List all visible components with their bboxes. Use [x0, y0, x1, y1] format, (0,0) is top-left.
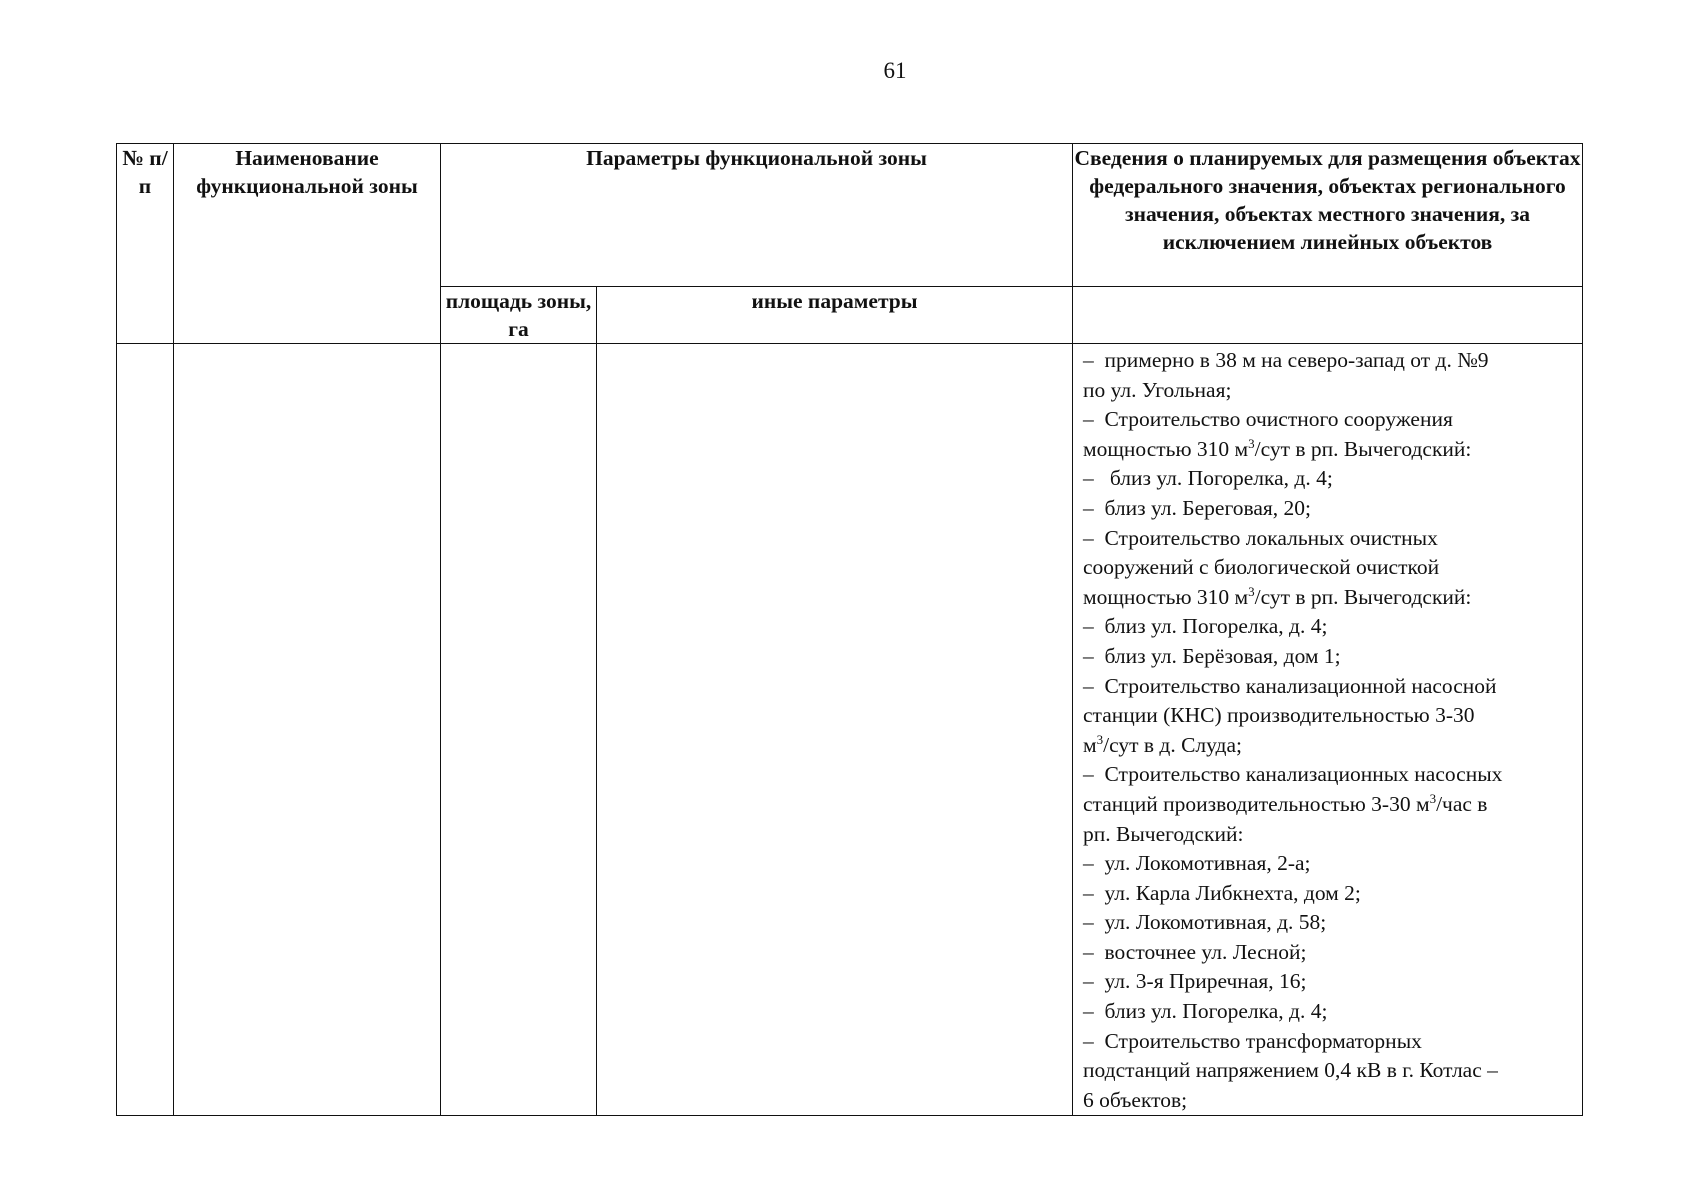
- info-line: – ул. Локомотивная, д. 58;: [1083, 910, 1327, 935]
- info-line-text: мощностью 310 м: [1083, 436, 1249, 461]
- superscript: 3: [1429, 790, 1437, 806]
- cell-zone-name: [174, 344, 441, 1116]
- info-line: рп. Вычегодский:: [1083, 821, 1244, 846]
- info-line-text: /час в: [1436, 791, 1488, 816]
- info-line: – близ ул. Погорелка, д. 4;: [1083, 999, 1328, 1024]
- zones-table: [116, 143, 1583, 1116]
- cell-num: [117, 344, 174, 1116]
- info-line: – примерно в 38 м на северо-запад от д. №9: [1083, 348, 1489, 372]
- cell-zone-area: [441, 344, 597, 1116]
- cell-other-params: [597, 344, 1073, 1116]
- superscript: 3: [1248, 583, 1255, 599]
- info-line-text: /сут в рп. Вычегодский:: [1254, 436, 1472, 461]
- info-line: – ул. 3-я Приречная, 16;: [1083, 969, 1307, 994]
- info-line: [1083, 790, 1576, 820]
- planned-objects-text: [1073, 344, 1582, 1115]
- info-line-text: мощностью 310 м: [1083, 584, 1249, 609]
- header-num: № п/п: [117, 144, 174, 344]
- info-line: подстанций напряжением 0,4 кВ в г. Котлас –: [1083, 1058, 1498, 1083]
- info-line: [1083, 435, 1576, 465]
- table-row: [117, 344, 1583, 1116]
- header-other-params: иные параметры: [597, 287, 1073, 344]
- info-line: – Строительство локальных очистных: [1083, 525, 1438, 550]
- info-line: станции (КНС) производительностью 3-30: [1083, 703, 1475, 728]
- info-line: – восточнее ул. Лесной;: [1083, 939, 1307, 964]
- info-line: – Строительство канализационных насосных: [1083, 762, 1503, 787]
- info-line: 6 объектов;: [1083, 1087, 1188, 1112]
- info-line: – Строительство очистного сооружения: [1083, 407, 1453, 432]
- info-line: – близ ул. Береговая, 20;: [1083, 495, 1312, 520]
- superscript: 3: [1096, 731, 1104, 747]
- info-line: [1083, 583, 1576, 613]
- cell-planned-objects: [1073, 344, 1583, 1116]
- header-zone-params: Параметры функциональной зоны: [441, 144, 1073, 287]
- info-line: – близ ул. Погорелка, д. 4;: [1083, 614, 1328, 639]
- info-line: – ул. Карла Либкнехта, дом 2;: [1083, 880, 1361, 905]
- info-line: – Строительство трансформаторных: [1083, 1028, 1422, 1053]
- info-line: по ул. Угольная;: [1083, 377, 1232, 402]
- header-zone-area: площадь зоны, га: [441, 287, 597, 344]
- info-line: сооружений с биологической очисткой: [1083, 555, 1440, 580]
- superscript: 3: [1248, 435, 1255, 451]
- info-line-text: /сут в рп. Вычегодский:: [1254, 584, 1472, 609]
- info-line: [1083, 731, 1576, 761]
- info-line: – Строительство канализационной насосной: [1083, 673, 1497, 698]
- info-line: – близ ул. Берёзовая, дом 1;: [1083, 643, 1341, 668]
- header-empty: [1073, 287, 1583, 344]
- info-line: – близ ул. Погорелка, д. 4;: [1083, 466, 1333, 491]
- info-line-text: м: [1083, 732, 1097, 757]
- header-zone-name: Наименование функциональной зоны: [174, 144, 441, 344]
- info-line-text: станций производительностью 3-30 м: [1083, 791, 1430, 816]
- info-line-text: /сут в д. Слуда;: [1103, 732, 1242, 757]
- info-line: – ул. Локомотивная, 2-а;: [1083, 851, 1311, 876]
- header-planned-objects: Сведения о планируемых для размещения объектах федерального значения, объектах регионального значения, объектах местного значения, за исключением линейных объектов: [1073, 144, 1583, 287]
- page-number: 61: [883, 58, 907, 83]
